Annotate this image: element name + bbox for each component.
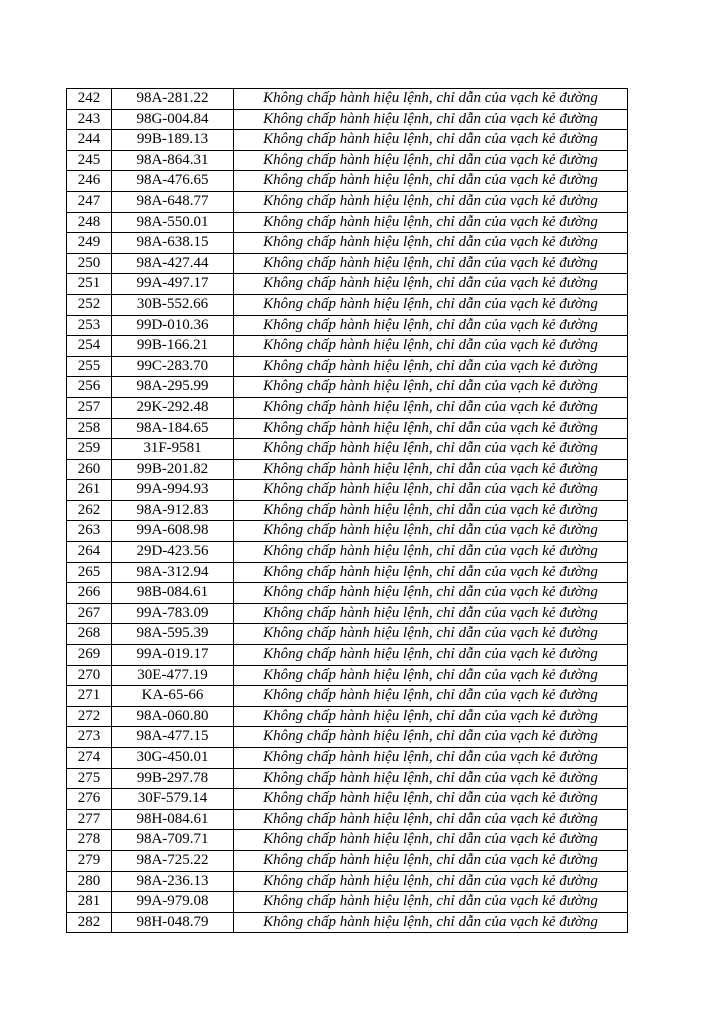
license-plate-cell: 98A-184.65 [112,418,234,439]
license-plate-cell: 98G-004.84 [112,109,234,130]
row-number-cell: 273 [67,727,112,748]
table-row [67,748,628,769]
row-number-cell: 255 [67,356,112,377]
violation-description-cell: Không chấp hành hiệu lệnh, chỉ dẫn của vạch kẻ đường [234,191,628,212]
license-plate-cell: 98A-725.22 [112,850,234,871]
violation-description-cell: Không chấp hành hiệu lệnh, chỉ dẫn của vạch kẻ đường [234,809,628,830]
table-row [67,171,628,192]
license-plate-cell: 99A-608.98 [112,521,234,542]
table-row [67,871,628,892]
violation-description-cell: Không chấp hành hiệu lệnh, chỉ dẫn của vạch kẻ đường [234,294,628,315]
license-plate-cell: 98A-709.71 [112,830,234,851]
violation-description-cell: Không chấp hành hiệu lệnh, chỉ dẫn của vạch kẻ đường [234,665,628,686]
license-plate-cell: 98A-477.15 [112,727,234,748]
license-plate-cell: 99D-010.36 [112,315,234,336]
row-number-cell: 276 [67,789,112,810]
row-number-cell: 249 [67,233,112,254]
license-plate-cell: 30B-552.66 [112,294,234,315]
violation-description-cell: Không chấp hành hiệu lệnh, chỉ dẫn của vạch kẻ đường [234,356,628,377]
license-plate-cell: 99B-166.21 [112,336,234,357]
table-row [67,130,628,151]
row-number-cell: 274 [67,748,112,769]
violation-description-cell: Không chấp hành hiệu lệnh, chỉ dẫn của vạch kẻ đường [234,171,628,192]
row-number-cell: 261 [67,480,112,501]
license-plate-cell: 98H-084.61 [112,809,234,830]
row-number-cell: 268 [67,624,112,645]
row-number-cell: 266 [67,583,112,604]
row-number-cell: 242 [67,89,112,110]
row-number-cell: 265 [67,562,112,583]
violation-description-cell: Không chấp hành hiệu lệnh, chỉ dẫn của vạch kẻ đường [234,212,628,233]
row-number-cell: 259 [67,439,112,460]
table-row [67,892,628,913]
violation-description-cell: Không chấp hành hiệu lệnh, chỉ dẫn của vạch kẻ đường [234,706,628,727]
violation-description-cell: Không chấp hành hiệu lệnh, chỉ dẫn của vạch kẻ đường [234,500,628,521]
table-row [67,912,628,933]
row-number-cell: 247 [67,191,112,212]
violation-description-cell: Không chấp hành hiệu lệnh, chỉ dẫn của vạch kẻ đường [234,274,628,295]
violation-description-cell: Không chấp hành hiệu lệnh, chỉ dẫn của vạch kẻ đường [234,336,628,357]
table-row [67,253,628,274]
table-row [67,830,628,851]
row-number-cell: 257 [67,397,112,418]
table-row [67,212,628,233]
violation-description-cell: Không chấp hành hiệu lệnh, chỉ dẫn của vạch kẻ đường [234,603,628,624]
license-plate-cell: 98A-638.15 [112,233,234,254]
row-number-cell: 253 [67,315,112,336]
violation-description-cell: Không chấp hành hiệu lệnh, chỉ dẫn của vạch kẻ đường [234,253,628,274]
violation-description-cell: Không chấp hành hiệu lệnh, chỉ dẫn của vạch kẻ đường [234,748,628,769]
row-number-cell: 245 [67,150,112,171]
license-plate-cell: 99B-297.78 [112,768,234,789]
row-number-cell: 270 [67,665,112,686]
license-plate-cell: 99A-783.09 [112,603,234,624]
violation-description-cell: Không chấp hành hiệu lệnh, chỉ dẫn của vạch kẻ đường [234,377,628,398]
row-number-cell: 271 [67,686,112,707]
violation-description-cell: Không chấp hành hiệu lệnh, chỉ dẫn của vạch kẻ đường [234,871,628,892]
table-row [67,459,628,480]
violation-description-cell: Không chấp hành hiệu lệnh, chỉ dẫn của vạch kẻ đường [234,397,628,418]
license-plate-cell: 98A-281.22 [112,89,234,110]
table-row [67,150,628,171]
violation-description-cell: Không chấp hành hiệu lệnh, chỉ dẫn của vạch kẻ đường [234,418,628,439]
table-row [67,315,628,336]
row-number-cell: 269 [67,645,112,666]
table-row [67,727,628,748]
row-number-cell: 278 [67,830,112,851]
license-plate-cell: 98A-912.83 [112,500,234,521]
row-number-cell: 272 [67,706,112,727]
violation-description-cell: Không chấp hành hiệu lệnh, chỉ dẫn của vạch kẻ đường [234,727,628,748]
row-number-cell: 263 [67,521,112,542]
license-plate-cell: 99A-019.17 [112,645,234,666]
table-row [67,789,628,810]
table-row [67,809,628,830]
row-number-cell: 250 [67,253,112,274]
violation-description-cell: Không chấp hành hiệu lệnh, chỉ dẫn của vạch kẻ đường [234,768,628,789]
row-number-cell: 252 [67,294,112,315]
license-plate-cell: 30E-477.19 [112,665,234,686]
license-plate-cell: 98A-312.94 [112,562,234,583]
row-number-cell: 280 [67,871,112,892]
license-plate-cell: 99B-201.82 [112,459,234,480]
table-row [67,109,628,130]
row-number-cell: 254 [67,336,112,357]
table-row [67,665,628,686]
license-plate-cell: 29K-292.48 [112,397,234,418]
violation-description-cell: Không chấp hành hiệu lệnh, chỉ dẫn của vạch kẻ đường [234,562,628,583]
row-number-cell: 279 [67,850,112,871]
license-plate-cell: 98A-236.13 [112,871,234,892]
row-number-cell: 267 [67,603,112,624]
table-row [67,480,628,501]
license-plate-cell: 98A-648.77 [112,191,234,212]
violation-description-cell: Không chấp hành hiệu lệnh, chỉ dẫn của vạch kẻ đường [234,130,628,151]
row-number-cell: 260 [67,459,112,480]
table-row [67,294,628,315]
license-plate-cell: 98A-060.80 [112,706,234,727]
row-number-cell: 256 [67,377,112,398]
violation-description-cell: Không chấp hành hiệu lệnh, chỉ dẫn của vạch kẻ đường [234,459,628,480]
violation-description-cell: Không chấp hành hiệu lệnh, chỉ dẫn của vạch kẻ đường [234,624,628,645]
table-row [67,521,628,542]
row-number-cell: 251 [67,274,112,295]
license-plate-cell: KA-65-66 [112,686,234,707]
violation-description-cell: Không chấp hành hiệu lệnh, chỉ dẫn của vạch kẻ đường [234,645,628,666]
table-row [67,500,628,521]
violation-description-cell: Không chấp hành hiệu lệnh, chỉ dẫn của vạch kẻ đường [234,439,628,460]
violation-description-cell: Không chấp hành hiệu lệnh, chỉ dẫn của vạch kẻ đường [234,480,628,501]
row-number-cell: 248 [67,212,112,233]
violation-description-cell: Không chấp hành hiệu lệnh, chỉ dẫn của vạch kẻ đường [234,892,628,913]
row-number-cell: 275 [67,768,112,789]
row-number-cell: 244 [67,130,112,151]
table-row [67,562,628,583]
table-row [67,542,628,563]
table-row [67,583,628,604]
table-row [67,397,628,418]
license-plate-cell: 98A-295.99 [112,377,234,398]
table-row [67,274,628,295]
row-number-cell: 262 [67,500,112,521]
license-plate-cell: 31F-9581 [112,439,234,460]
violations-table-body [67,89,628,933]
license-plate-cell: 99A-497.17 [112,274,234,295]
license-plate-cell: 99C-283.70 [112,356,234,377]
table-row [67,624,628,645]
table-row [67,706,628,727]
table-row [67,418,628,439]
violation-description-cell: Không chấp hành hiệu lệnh, chỉ dẫn của vạch kẻ đường [234,789,628,810]
row-number-cell: 277 [67,809,112,830]
row-number-cell: 243 [67,109,112,130]
table-row [67,89,628,110]
license-plate-cell: 98A-476.65 [112,171,234,192]
license-plate-cell: 30F-579.14 [112,789,234,810]
license-plate-cell: 98H-048.79 [112,912,234,933]
violation-description-cell: Không chấp hành hiệu lệnh, chỉ dẫn của vạch kẻ đường [234,150,628,171]
violation-description-cell: Không chấp hành hiệu lệnh, chỉ dẫn của vạch kẻ đường [234,850,628,871]
table-row [67,336,628,357]
table-row [67,645,628,666]
license-plate-cell: 98A-427.44 [112,253,234,274]
license-plate-cell: 98A-595.39 [112,624,234,645]
license-plate-cell: 99B-189.13 [112,130,234,151]
row-number-cell: 282 [67,912,112,933]
table-row [67,356,628,377]
violation-description-cell: Không chấp hành hiệu lệnh, chỉ dẫn của vạch kẻ đường [234,521,628,542]
table-row [67,603,628,624]
row-number-cell: 246 [67,171,112,192]
table-row [67,191,628,212]
violation-description-cell: Không chấp hành hiệu lệnh, chỉ dẫn của vạch kẻ đường [234,89,628,110]
license-plate-cell: 29D-423.56 [112,542,234,563]
violation-description-cell: Không chấp hành hiệu lệnh, chỉ dẫn của vạch kẻ đường [234,315,628,336]
table-row [67,233,628,254]
row-number-cell: 264 [67,542,112,563]
violation-description-cell: Không chấp hành hiệu lệnh, chỉ dẫn của vạch kẻ đường [234,912,628,933]
license-plate-cell: 98A-864.31 [112,150,234,171]
violation-description-cell: Không chấp hành hiệu lệnh, chỉ dẫn của vạch kẻ đường [234,109,628,130]
table-row [67,850,628,871]
table-row [67,439,628,460]
table-row [67,686,628,707]
row-number-cell: 258 [67,418,112,439]
license-plate-cell: 99A-979.08 [112,892,234,913]
license-plate-cell: 98A-550.01 [112,212,234,233]
license-plate-cell: 30G-450.01 [112,748,234,769]
license-plate-cell: 99A-994.93 [112,480,234,501]
table-row [67,377,628,398]
violation-description-cell: Không chấp hành hiệu lệnh, chỉ dẫn của vạch kẻ đường [234,542,628,563]
violations-table [66,88,628,933]
row-number-cell: 281 [67,892,112,913]
violation-description-cell: Không chấp hành hiệu lệnh, chỉ dẫn của vạch kẻ đường [234,830,628,851]
table-row [67,768,628,789]
violation-description-cell: Không chấp hành hiệu lệnh, chỉ dẫn của vạch kẻ đường [234,686,628,707]
violation-description-cell: Không chấp hành hiệu lệnh, chỉ dẫn của vạch kẻ đường [234,583,628,604]
license-plate-cell: 98B-084.61 [112,583,234,604]
violation-description-cell: Không chấp hành hiệu lệnh, chỉ dẫn của vạch kẻ đường [234,233,628,254]
